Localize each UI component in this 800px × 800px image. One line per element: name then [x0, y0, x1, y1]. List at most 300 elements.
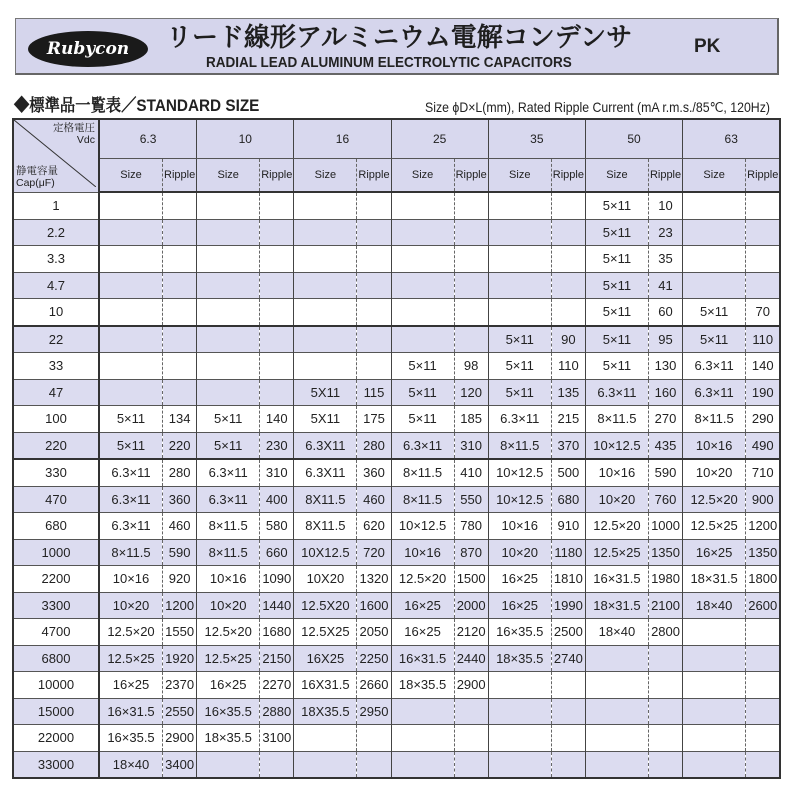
ripple-cell: 400 [260, 486, 294, 513]
ripple-header: Ripple [648, 159, 682, 193]
size-cell: 12.5×20 [585, 513, 648, 540]
size-cell [197, 326, 260, 353]
size-cell [585, 751, 648, 778]
size-cell: 10X12.5 [294, 539, 357, 566]
ripple-cell: 1090 [260, 566, 294, 593]
ripple-cell: 490 [746, 432, 781, 459]
english-title: RADIAL LEAD ALUMINUM ELECTROLYTIC CAPACITORS [206, 54, 572, 71]
table-row [13, 539, 780, 566]
size-header: Size [197, 159, 260, 193]
ripple-cell: 460 [163, 513, 197, 540]
size-cell: 6.3×11 [585, 379, 648, 406]
ripple-cell [551, 672, 585, 699]
ripple-cell [746, 698, 781, 725]
size-cell: 5×11 [197, 432, 260, 459]
size-cell [294, 751, 357, 778]
ripple-cell [454, 246, 488, 273]
ripple-cell: 370 [551, 432, 585, 459]
ripple-cell: 360 [163, 486, 197, 513]
size-header: Size [683, 159, 746, 193]
table-row [13, 192, 780, 219]
ripple-cell [746, 619, 781, 646]
ripple-cell [454, 219, 488, 246]
ripple-cell: 2900 [163, 725, 197, 752]
ripple-cell: 910 [551, 513, 585, 540]
size-cell [197, 246, 260, 273]
ripple-cell: 2550 [163, 698, 197, 725]
ripple-cell [551, 725, 585, 752]
ripple-cell [746, 219, 781, 246]
ripple-cell [551, 192, 585, 219]
ripple-cell: 140 [746, 353, 781, 380]
table-corner [13, 119, 99, 192]
size-cell: 5×11 [488, 353, 551, 380]
ripple-cell: 160 [648, 379, 682, 406]
size-cell: 10×12.5 [488, 459, 551, 486]
ripple-cell: 1200 [163, 592, 197, 619]
vdc-label: Vdc [76, 134, 95, 146]
ripple-cell [357, 751, 391, 778]
capacitance-cell: 4.7 [13, 272, 99, 299]
size-cell: 8×11.5 [391, 486, 454, 513]
size-cell: 8X11.5 [294, 513, 357, 540]
size-cell: 5×11 [391, 353, 454, 380]
ripple-cell: 500 [551, 459, 585, 486]
ripple-cell: 60 [648, 299, 682, 326]
ripple-cell [163, 192, 197, 219]
ripple-cell: 175 [357, 406, 391, 433]
ripple-cell [357, 192, 391, 219]
size-cell: 16×25 [488, 566, 551, 593]
size-cell: 16×35.5 [197, 698, 260, 725]
ripple-header: Ripple [746, 159, 781, 193]
size-cell [683, 751, 746, 778]
size-cell: 10×12.5 [585, 432, 648, 459]
size-cell: 6.3×11 [99, 459, 163, 486]
capacitance-cell: 33000 [13, 751, 99, 778]
ripple-cell [357, 219, 391, 246]
ripple-cell: 620 [357, 513, 391, 540]
ripple-cell [163, 299, 197, 326]
table-row [13, 672, 780, 699]
size-cell [197, 299, 260, 326]
ripple-cell: 460 [357, 486, 391, 513]
capacitance-cell: 15000 [13, 698, 99, 725]
size-cell: 16X25 [294, 645, 357, 672]
ripple-cell [260, 272, 294, 299]
ripple-cell [357, 353, 391, 380]
size-cell [99, 353, 163, 380]
size-cell [683, 725, 746, 752]
size-cell [488, 751, 551, 778]
table-row [13, 379, 780, 406]
ripple-cell [551, 299, 585, 326]
size-cell: 5×11 [99, 406, 163, 433]
size-cell: 10×20 [488, 539, 551, 566]
size-cell: 18×35.5 [488, 645, 551, 672]
size-cell [99, 272, 163, 299]
capacitance-cell: 2.2 [13, 219, 99, 246]
rubycon-logo: Rubycon [28, 31, 148, 67]
ripple-cell: 2000 [454, 592, 488, 619]
size-cell: 5×11 [585, 353, 648, 380]
ripple-cell: 270 [648, 406, 682, 433]
size-cell: 5X11 [294, 406, 357, 433]
size-cell: 12.5×25 [683, 513, 746, 540]
subheader-row [13, 159, 780, 193]
table-row [13, 645, 780, 672]
ripple-cell: 1550 [163, 619, 197, 646]
size-cell: 10×16 [683, 432, 746, 459]
rated-voltage-label-jp: 定格電圧 [53, 122, 95, 134]
size-cell [294, 326, 357, 353]
size-cell: 6.3X11 [294, 432, 357, 459]
ripple-cell: 900 [746, 486, 781, 513]
ripple-cell: 2120 [454, 619, 488, 646]
ripple-cell: 35 [648, 246, 682, 273]
ripple-cell: 1500 [454, 566, 488, 593]
ripple-cell: 135 [551, 379, 585, 406]
ripple-cell: 2800 [648, 619, 682, 646]
ripple-cell: 2270 [260, 672, 294, 699]
ripple-cell: 780 [454, 513, 488, 540]
size-cell: 5×11 [488, 326, 551, 353]
ripple-cell: 1180 [551, 539, 585, 566]
ripple-cell [163, 353, 197, 380]
size-cell [391, 272, 454, 299]
ripple-cell: 3400 [163, 751, 197, 778]
ripple-cell: 290 [746, 406, 781, 433]
size-cell: 18×31.5 [585, 592, 648, 619]
ripple-cell: 2740 [551, 645, 585, 672]
ripple-cell: 95 [648, 326, 682, 353]
series-code: PK [694, 36, 721, 57]
size-cell: 8×11.5 [488, 432, 551, 459]
size-cell: 10×20 [99, 592, 163, 619]
size-cell: 16×25 [197, 672, 260, 699]
table-row [13, 353, 780, 380]
ripple-cell: 120 [454, 379, 488, 406]
ripple-cell [648, 672, 682, 699]
ripple-cell: 1800 [746, 566, 781, 593]
voltage-header: 35 [488, 119, 585, 159]
ripple-cell: 1990 [551, 592, 585, 619]
voltage-header: 10 [197, 119, 294, 159]
ripple-cell: 2440 [454, 645, 488, 672]
capacitance-cell: 2200 [13, 566, 99, 593]
ripple-cell: 115 [357, 379, 391, 406]
capacitance-cell: 470 [13, 486, 99, 513]
table-row [13, 698, 780, 725]
capacitance-cell: 4700 [13, 619, 99, 646]
size-cell [683, 219, 746, 246]
size-cell [294, 246, 357, 273]
size-cell [294, 353, 357, 380]
ripple-cell: 23 [648, 219, 682, 246]
capacitance-cell: 680 [13, 513, 99, 540]
ripple-cell [260, 219, 294, 246]
size-cell [99, 379, 163, 406]
size-cell [391, 299, 454, 326]
ripple-cell [648, 751, 682, 778]
size-cell: 10×16 [585, 459, 648, 486]
size-cell: 8X11.5 [294, 486, 357, 513]
ripple-cell: 2660 [357, 672, 391, 699]
size-cell: 12.5×20 [99, 619, 163, 646]
ripple-cell: 590 [648, 459, 682, 486]
size-cell: 5×11 [683, 326, 746, 353]
ripple-cell: 134 [163, 406, 197, 433]
size-cell: 16×31.5 [391, 645, 454, 672]
size-cell [585, 698, 648, 725]
ripple-cell: 1920 [163, 645, 197, 672]
table-row [13, 513, 780, 540]
size-cell: 16×25 [488, 592, 551, 619]
size-cell: 10×12.5 [488, 486, 551, 513]
size-cell [99, 246, 163, 273]
size-cell: 6.3×11 [197, 459, 260, 486]
size-cell: 8×11.5 [197, 513, 260, 540]
size-cell: 10×16 [197, 566, 260, 593]
size-cell: 6.3×11 [391, 432, 454, 459]
ripple-cell: 410 [454, 459, 488, 486]
size-cell: 6.3×11 [683, 353, 746, 380]
ripple-cell: 110 [551, 353, 585, 380]
size-cell [391, 751, 454, 778]
size-cell: 10×12.5 [391, 513, 454, 540]
size-cell: 12.5×25 [585, 539, 648, 566]
table-row [13, 486, 780, 513]
ripple-cell: 2050 [357, 619, 391, 646]
ripple-cell [260, 326, 294, 353]
ripple-cell [746, 272, 781, 299]
ripple-cell: 280 [357, 432, 391, 459]
table-row [13, 432, 780, 459]
size-cell: 5×11 [585, 326, 648, 353]
ripple-cell: 1350 [746, 539, 781, 566]
size-cell [585, 645, 648, 672]
size-cell [683, 246, 746, 273]
size-header: Size [585, 159, 648, 193]
size-cell [391, 192, 454, 219]
ripple-cell: 580 [260, 513, 294, 540]
size-cell: 16×25 [99, 672, 163, 699]
ripple-header: Ripple [454, 159, 488, 193]
voltage-header: 50 [585, 119, 682, 159]
size-cell [99, 299, 163, 326]
ripple-cell [551, 272, 585, 299]
ripple-header: Ripple [357, 159, 391, 193]
ripple-cell [551, 698, 585, 725]
title-banner [15, 18, 779, 75]
ripple-cell [357, 299, 391, 326]
size-cell: 8×11.5 [391, 459, 454, 486]
size-cell: 5×11 [99, 432, 163, 459]
size-cell [488, 299, 551, 326]
size-cell: 16×25 [683, 539, 746, 566]
size-cell: 5×11 [585, 299, 648, 326]
size-cell [294, 725, 357, 752]
ripple-cell: 1000 [648, 513, 682, 540]
japanese-title: リード線形アルミニウム電解コンデンサ [166, 22, 633, 52]
size-header: Size [391, 159, 454, 193]
ripple-cell: 720 [357, 539, 391, 566]
capacitance-cell: 10 [13, 299, 99, 326]
ripple-cell: 110 [746, 326, 781, 353]
ripple-cell [357, 725, 391, 752]
ripple-cell: 360 [357, 459, 391, 486]
ripple-cell: 98 [454, 353, 488, 380]
ripple-cell: 1680 [260, 619, 294, 646]
ripple-cell: 920 [163, 566, 197, 593]
ripple-cell [163, 326, 197, 353]
ripple-cell: 220 [163, 432, 197, 459]
size-header: Size [488, 159, 551, 193]
size-cell [391, 246, 454, 273]
size-cell [391, 219, 454, 246]
size-cell [99, 326, 163, 353]
capacitance-label-jp: 静電容量 [16, 164, 58, 177]
ripple-cell: 2250 [357, 645, 391, 672]
ripple-cell: 310 [260, 459, 294, 486]
capacitance-cell: 3300 [13, 592, 99, 619]
size-cell [197, 353, 260, 380]
ripple-cell: 1200 [746, 513, 781, 540]
capacitance-cell: 6800 [13, 645, 99, 672]
size-cell [683, 698, 746, 725]
ripple-cell [260, 353, 294, 380]
size-cell [99, 219, 163, 246]
ripple-cell [163, 246, 197, 273]
size-cell: 5×11 [585, 219, 648, 246]
capacitance-cell: 22000 [13, 725, 99, 752]
size-cell: 6.3×11 [488, 406, 551, 433]
ripple-cell [454, 751, 488, 778]
size-cell: 10×20 [683, 459, 746, 486]
size-cell: 16×35.5 [99, 725, 163, 752]
ripple-cell: 2100 [648, 592, 682, 619]
size-cell: 5×11 [585, 192, 648, 219]
ripple-cell [357, 246, 391, 273]
ripple-cell [454, 698, 488, 725]
ripple-cell: 2370 [163, 672, 197, 699]
size-cell: 5×11 [391, 379, 454, 406]
size-cell: 12.5×20 [683, 486, 746, 513]
ripple-cell: 130 [648, 353, 682, 380]
ripple-cell: 1320 [357, 566, 391, 593]
size-header: Size [294, 159, 357, 193]
size-cell: 5×11 [488, 379, 551, 406]
table-row [13, 459, 780, 486]
size-cell [683, 672, 746, 699]
capacitance-cell: 220 [13, 432, 99, 459]
table-row [13, 246, 780, 273]
ripple-cell: 550 [454, 486, 488, 513]
voltage-header: 16 [294, 119, 391, 159]
ripple-header: Ripple [163, 159, 197, 193]
size-cell: 16×25 [391, 619, 454, 646]
size-cell: 12.5×20 [197, 619, 260, 646]
size-cell: 5×11 [585, 246, 648, 273]
ripple-cell: 590 [163, 539, 197, 566]
size-cell: 10×20 [197, 592, 260, 619]
size-cell: 16×31.5 [99, 698, 163, 725]
size-cell: 5×11 [197, 406, 260, 433]
ripple-cell [454, 192, 488, 219]
capacitance-cell: 3.3 [13, 246, 99, 273]
size-cell: 12.5X25 [294, 619, 357, 646]
section-title: ◆標準品一覧表／STANDARD SIZE [14, 96, 260, 115]
ripple-cell [260, 751, 294, 778]
ripple-cell [551, 751, 585, 778]
size-cell [294, 272, 357, 299]
ripple-cell [260, 246, 294, 273]
ripple-cell [260, 379, 294, 406]
size-cell [488, 725, 551, 752]
size-cell: 5×11 [683, 299, 746, 326]
ripple-cell [648, 645, 682, 672]
size-cell: 10×16 [488, 513, 551, 540]
ripple-cell [163, 379, 197, 406]
size-cell: 18X35.5 [294, 698, 357, 725]
size-cell [488, 672, 551, 699]
table-row [13, 272, 780, 299]
size-cell: 10×16 [99, 566, 163, 593]
ripple-cell [746, 645, 781, 672]
standard-size-table [12, 118, 781, 779]
ripple-header: Ripple [260, 159, 294, 193]
table-row [13, 406, 780, 433]
size-cell [488, 219, 551, 246]
size-cell: 10×20 [585, 486, 648, 513]
size-cell: 6.3×11 [683, 379, 746, 406]
ripple-cell: 140 [260, 406, 294, 433]
capacitance-cell: 330 [13, 459, 99, 486]
ripple-cell [746, 751, 781, 778]
size-cell: 12.5×25 [197, 645, 260, 672]
ripple-cell: 3100 [260, 725, 294, 752]
size-cell: 12.5×25 [99, 645, 163, 672]
ripple-cell: 280 [163, 459, 197, 486]
ripple-header: Ripple [551, 159, 585, 193]
ripple-cell: 2500 [551, 619, 585, 646]
ripple-cell [551, 219, 585, 246]
size-cell [294, 299, 357, 326]
ripple-cell [454, 272, 488, 299]
size-cell: 6.3×11 [197, 486, 260, 513]
size-cell: 5X11 [294, 379, 357, 406]
table-row [13, 592, 780, 619]
size-cell [294, 219, 357, 246]
ripple-cell [454, 326, 488, 353]
ripple-cell: 1810 [551, 566, 585, 593]
ripple-cell: 710 [746, 459, 781, 486]
size-cell: 8×11.5 [585, 406, 648, 433]
ripple-cell: 1440 [260, 592, 294, 619]
capacitance-cell: 22 [13, 326, 99, 353]
size-cell [683, 192, 746, 219]
size-cell [391, 326, 454, 353]
capacitance-cell: 100 [13, 406, 99, 433]
voltage-header: 25 [391, 119, 488, 159]
size-cell [488, 246, 551, 273]
ripple-cell [746, 192, 781, 219]
table-row [13, 619, 780, 646]
size-cell: 16X31.5 [294, 672, 357, 699]
ripple-cell [648, 725, 682, 752]
size-cell: 5×11 [391, 406, 454, 433]
voltage-header: 63 [683, 119, 781, 159]
